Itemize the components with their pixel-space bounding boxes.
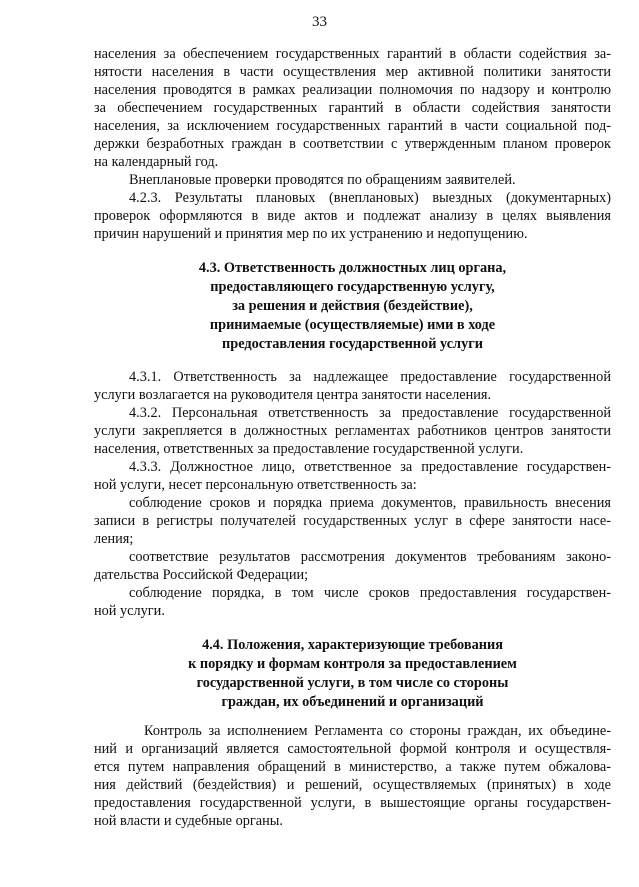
section-heading: предоставляющего государственную услугу, — [210, 279, 495, 295]
section-heading: принимаемые (осуществляемые) ими в ходе — [209, 317, 496, 333]
list-item-line: ной услуги. — [94, 603, 165, 619]
list-item-line: соответствие результатов рассмотрения документов требованиям законо- — [129, 549, 611, 565]
body-text-line: 4.3.2. Персональная ответственность за предоставление государственной — [129, 405, 611, 421]
body-text-line: ется путем направления обращений в министерство, а также путем обжалова- — [94, 759, 611, 775]
body-text-line: населения, ответственных за предоставление государственной услуги. — [94, 441, 524, 457]
list-item-line: соблюдение сроков и порядка приема документов, правильность внесения — [129, 495, 611, 511]
list-item-line: соблюдение порядка, в том числе сроков предоставления государствен- — [129, 585, 611, 601]
body-text-line: за обеспечением государственных гарантий в области содействия занятости — [94, 100, 611, 116]
body-text-line: населения проводятся в рамках реализации полномочия по надзору и контролю — [94, 82, 611, 98]
list-item-line: дательства Российской Федерации; — [94, 567, 309, 583]
section-heading: предоставления государственной услуги — [222, 336, 483, 352]
body-text-line: услуги возлагается на руководителя центра занятости населения. — [94, 387, 492, 403]
body-text-line: ния действий (бездействия) и решений, осуществляемых (принятых) в ходе — [94, 777, 611, 793]
list-item-line: записи в регистры получателей государственных услуг в сфере занятости насе- — [94, 513, 611, 529]
body-text-line: причин нарушений и принятия мер по их устранению и недопущению. — [94, 226, 528, 242]
body-text-line: на календарный год. — [94, 154, 219, 170]
body-text-line: предоставления государственной услуги, в вышестоящие органы государствен- — [94, 795, 611, 811]
body-text-line: ной власти и судебные органы. — [94, 813, 283, 829]
section-heading: государственной услуги, в том числе со стороны — [196, 675, 509, 691]
section-heading: граждан, их объединений и организаций — [221, 694, 484, 710]
body-text-line: Контроль за исполнением Регламента со стороны граждан, их объедине- — [144, 723, 611, 739]
body-text-line: услуги закрепляется в должностных регламентах работников центров занятости — [94, 423, 611, 439]
section-heading: 4.3. Ответственность должностных лиц органа, — [198, 260, 507, 276]
body-text-line: населения, за исключением государственных гарантий в части социальной под- — [94, 118, 611, 134]
body-text-line: 4.2.3. Результаты плановых (внеплановых) выездных (документарных) — [129, 190, 611, 206]
body-text-line: нятости населения в части осуществления мер активной политики занятости — [94, 64, 611, 80]
body-text-line: проверок оформляются в виде актов и подлежат анализу в целях выявления — [94, 208, 611, 224]
body-text-line: 4.3.3. Должностное лицо, ответственное за предоставление государствен- — [129, 459, 611, 475]
section-heading: к порядку и формам контроля за предоставлением — [188, 656, 517, 672]
body-text-line: 4.3.1. Ответственность за надлежащее предоставление государственной — [129, 369, 611, 385]
page-number: 33 — [312, 14, 327, 30]
body-text-line: населения за обеспечением государственных гарантий в области содействия за- — [94, 46, 611, 62]
body-text-line: ной услуги, несет персональную ответственность за: — [94, 477, 417, 493]
section-heading: за решения и действия (бездействие), — [232, 298, 473, 314]
body-text-line: ний и организаций является самостоятельной формой контроля и осуществля- — [94, 741, 611, 757]
body-text-line: Внеплановые проверки проводятся по обращениям заявителей. — [129, 172, 516, 188]
body-text-line: держки безработных граждан в соответствии с утвержденным планом проверок — [94, 136, 611, 152]
section-heading: 4.4. Положения, характеризующие требования — [202, 637, 503, 653]
list-item-line: ления; — [94, 531, 134, 547]
